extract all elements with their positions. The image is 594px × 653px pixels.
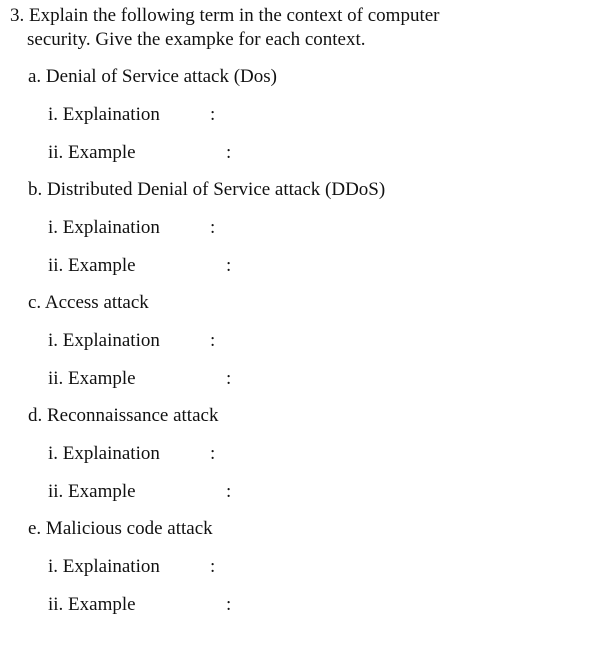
section-e-explanation-label: i. Explaination xyxy=(48,556,160,577)
section-d-example-colon: : xyxy=(226,481,232,502)
section-a-explanation-colon: : xyxy=(210,104,216,125)
question-line-1: 3. Explain the following term in the context of computer xyxy=(10,5,440,26)
section-c-explanation-label: i. Explaination xyxy=(48,330,160,351)
section-b-explanation-colon: : xyxy=(210,217,216,238)
section-d-explanation-colon: : xyxy=(210,443,216,464)
question-line-2: security. Give the exampke for each context. xyxy=(27,29,366,50)
section-a-example-colon: : xyxy=(226,142,232,163)
section-a-heading: a. Denial of Service attack (Dos) xyxy=(28,66,278,87)
section-b-example-colon: : xyxy=(226,255,232,276)
section-c-example-colon: : xyxy=(226,368,232,389)
section-e-explanation-colon: : xyxy=(210,556,216,577)
section-b-explanation-label: i. Explaination xyxy=(48,217,160,238)
section-c-heading: c. Access attack xyxy=(28,292,149,313)
section-d-explanation-label: i. Explaination xyxy=(48,443,160,464)
section-c-explanation-colon: : xyxy=(210,330,216,351)
section-e-heading: e. Malicious code attack xyxy=(28,518,213,539)
section-b-heading: b. Distributed Denial of Service attack (DDoS) xyxy=(28,179,386,200)
section-d-heading: d. Reconnaissance attack xyxy=(28,405,219,426)
section-c-example-label: ii. Example xyxy=(48,368,136,389)
section-d-example-label: ii. Example xyxy=(48,481,136,502)
section-e-example-colon: : xyxy=(226,594,232,615)
section-b-example-label: ii. Example xyxy=(48,255,136,276)
section-e-example-label: ii. Example xyxy=(48,594,136,615)
section-a-explanation-label: i. Explaination xyxy=(48,104,160,125)
section-a-example-label: ii. Example xyxy=(48,142,136,163)
